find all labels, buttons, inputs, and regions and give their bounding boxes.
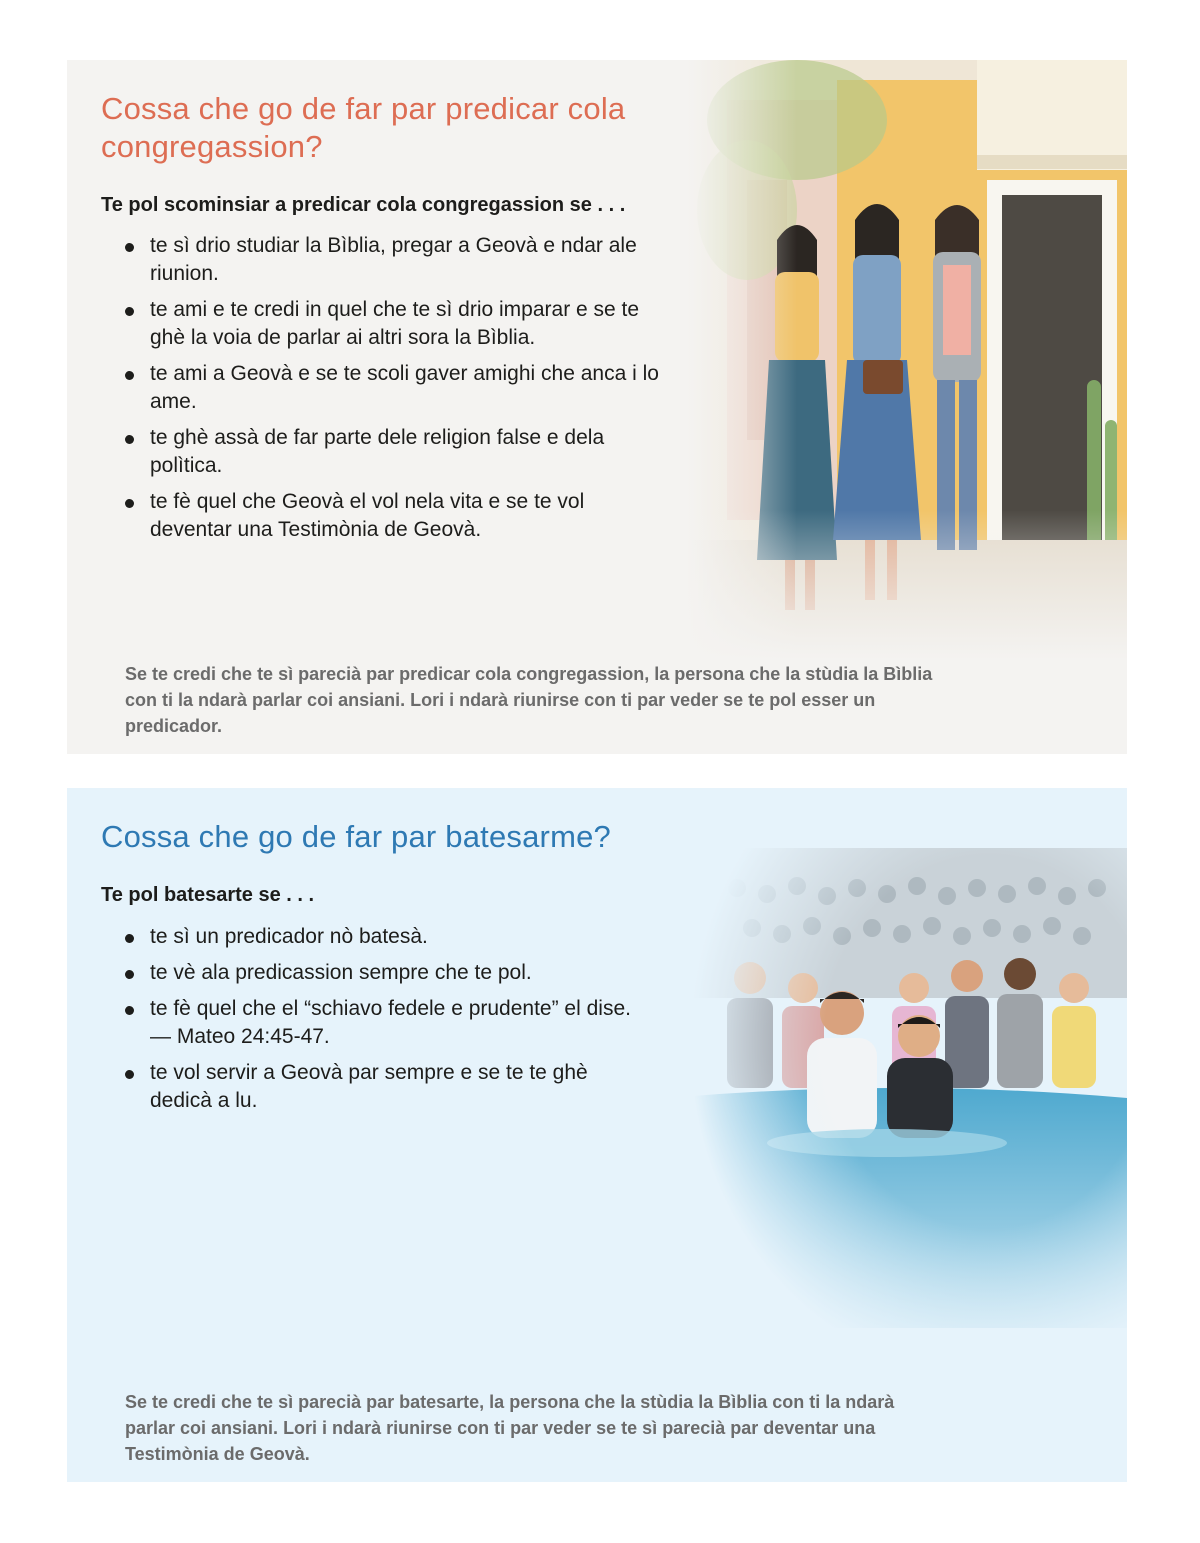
list-item-text: te ghè assà de far parte dele religion false e dela polìtica.	[150, 426, 605, 477]
list-item-text: te fè quel che Geovà el vol nela vita e se te vol deventar una Testimònia de Geovà.	[150, 490, 585, 541]
list-item	[125, 995, 645, 1051]
baptism-illustration	[667, 808, 1127, 1328]
list-item	[125, 232, 670, 288]
requirements-list	[125, 923, 645, 1123]
list-item	[125, 1059, 645, 1115]
section-title: Cossa che go de far par batesarme?	[101, 819, 611, 854]
bullet-icon	[125, 934, 134, 943]
section-intro: Te pol batesarte se . . .	[101, 884, 315, 906]
bullet-icon	[125, 371, 134, 380]
section-note: Se te credi che te sì parecià par predicar cola congregassion, la persona che la stùdia la Bìblia con ti la ndarà parlar coi ansiani. Lori i ndarà riunirse con ti par veder se te pol esser un predicador.	[125, 664, 933, 736]
requirements-list	[125, 232, 670, 552]
list-item-text: te fè quel che el “schiavo fedele e prudente” el dise. — Mateo 24:45-47.	[150, 997, 631, 1048]
list-item-text: te vè ala predicassion sempre che te pol.	[150, 961, 532, 984]
section-baptism	[67, 788, 1127, 1482]
bullet-icon	[125, 1006, 134, 1015]
list-item-text: te sì drio studiar la Bìblia, pregar a Geovà e ndar ale riunion.	[150, 234, 637, 285]
list-item	[125, 424, 670, 480]
list-item	[125, 488, 670, 544]
list-item	[125, 360, 670, 416]
list-item-text: te vol servir a Geovà par sempre e se te te ghè dedicà a lu.	[150, 1061, 588, 1112]
list-item	[125, 296, 670, 352]
section-preaching	[67, 60, 1127, 754]
bullet-icon	[125, 435, 134, 444]
list-item	[125, 923, 645, 951]
list-item-text: te ami e te credi in quel che te sì drio imparar e se te ghè la voia de parlar ai altri sora la Bìblia.	[150, 298, 640, 349]
list-item	[125, 959, 645, 987]
section-note: Se te credi che te sì parecià par batesarte, la persona che la stùdia la Bìblia con ti la ndarà parlar coi ansiani. Lori i ndarà riunirse con ti par veder se te sì parecià par deventar una Testimònia de Geovà.	[125, 1392, 895, 1464]
list-item-text: te ami a Geovà e se te scoli gaver amighi che anca i lo ame.	[150, 362, 659, 413]
section-title: Cossa che go de far par predicar cola congregassion?	[101, 91, 626, 164]
bullet-icon	[125, 970, 134, 979]
bullet-icon	[125, 1070, 134, 1079]
bullet-icon	[125, 499, 134, 508]
section-intro: Te pol scominsiar a predicar cola congregassion se . . .	[101, 194, 626, 216]
bullet-icon	[125, 243, 134, 252]
list-item-text: te sì un predicador nò batesà.	[150, 925, 428, 948]
bullet-icon	[125, 307, 134, 316]
women-preaching-illustration	[687, 60, 1127, 660]
